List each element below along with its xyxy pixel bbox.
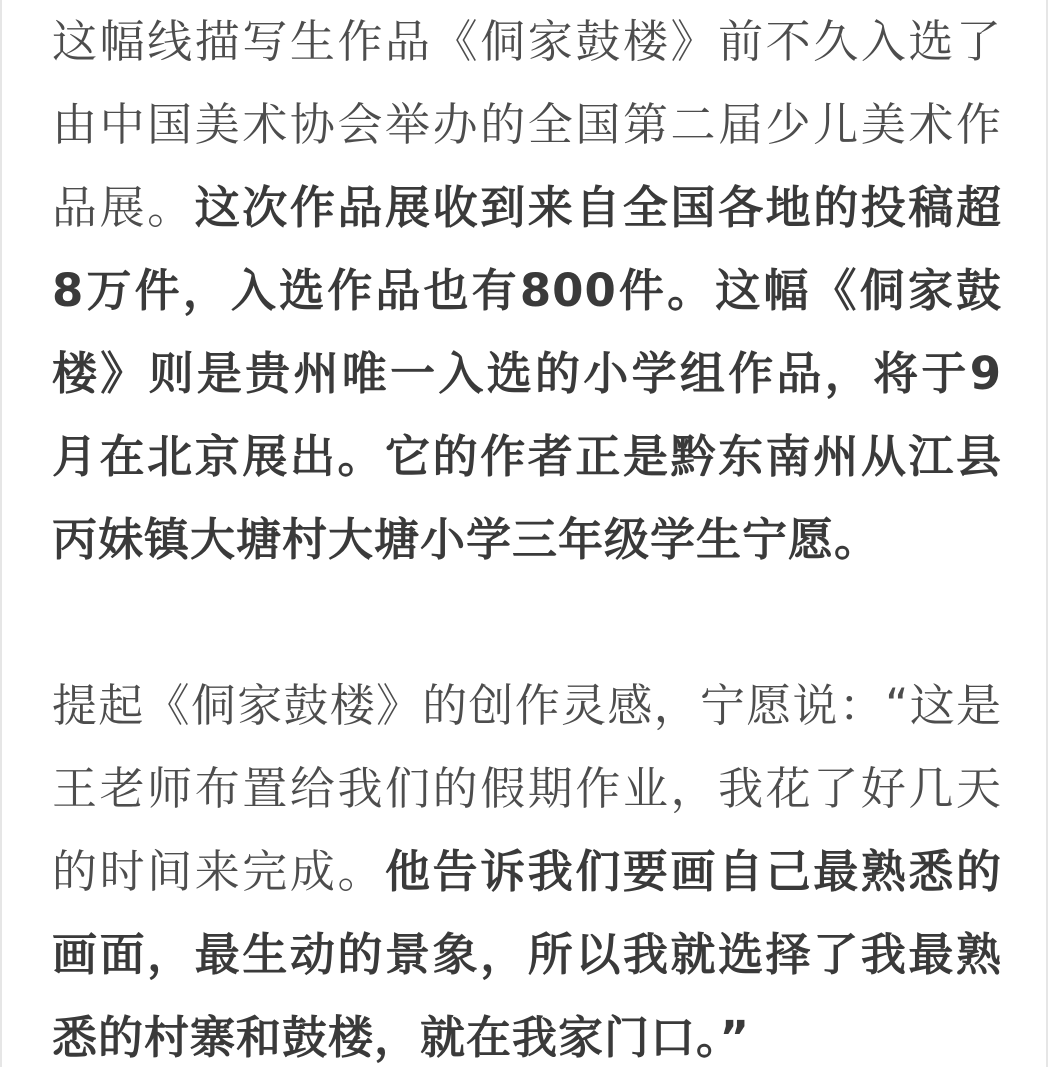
paragraph-1-bold-text: 这次作品展收到来自全国各地的投稿超8万件，入选作品也有800件。这幅《侗家鼓楼》则是贵州唯一入选的小学组作品，将于9月在北京展出。它的作者正是黔东南州从江县丙妹镇大塘村大塘小学三年级学生宁愿。 [52, 181, 1002, 566]
left-edge-divider [0, 0, 2, 1067]
article-body [52, 0, 1002, 1079]
paragraph-2-bold-text: 他告诉我们要画自己最熟悉的画面，最生动的景象，所以我就选择了我最熟悉的村寨和鼓楼，就在我家门口。” [52, 845, 1002, 1064]
paragraph-2-intro-text: 提起《侗家鼓楼》的创作灵感，宁愿说：“这是王老师布置给我们的假期作业，我花了好几天的时间来完成。 [52, 679, 1002, 898]
paragraph-1-intro-text: 这幅线描写生作品《侗家鼓楼》前不久入选了由中国美术协会举办的全国第二届少儿美术作品展。 [52, 15, 1002, 234]
paragraph-1 [52, 0, 1002, 581]
paragraph-2 [52, 664, 1002, 1079]
